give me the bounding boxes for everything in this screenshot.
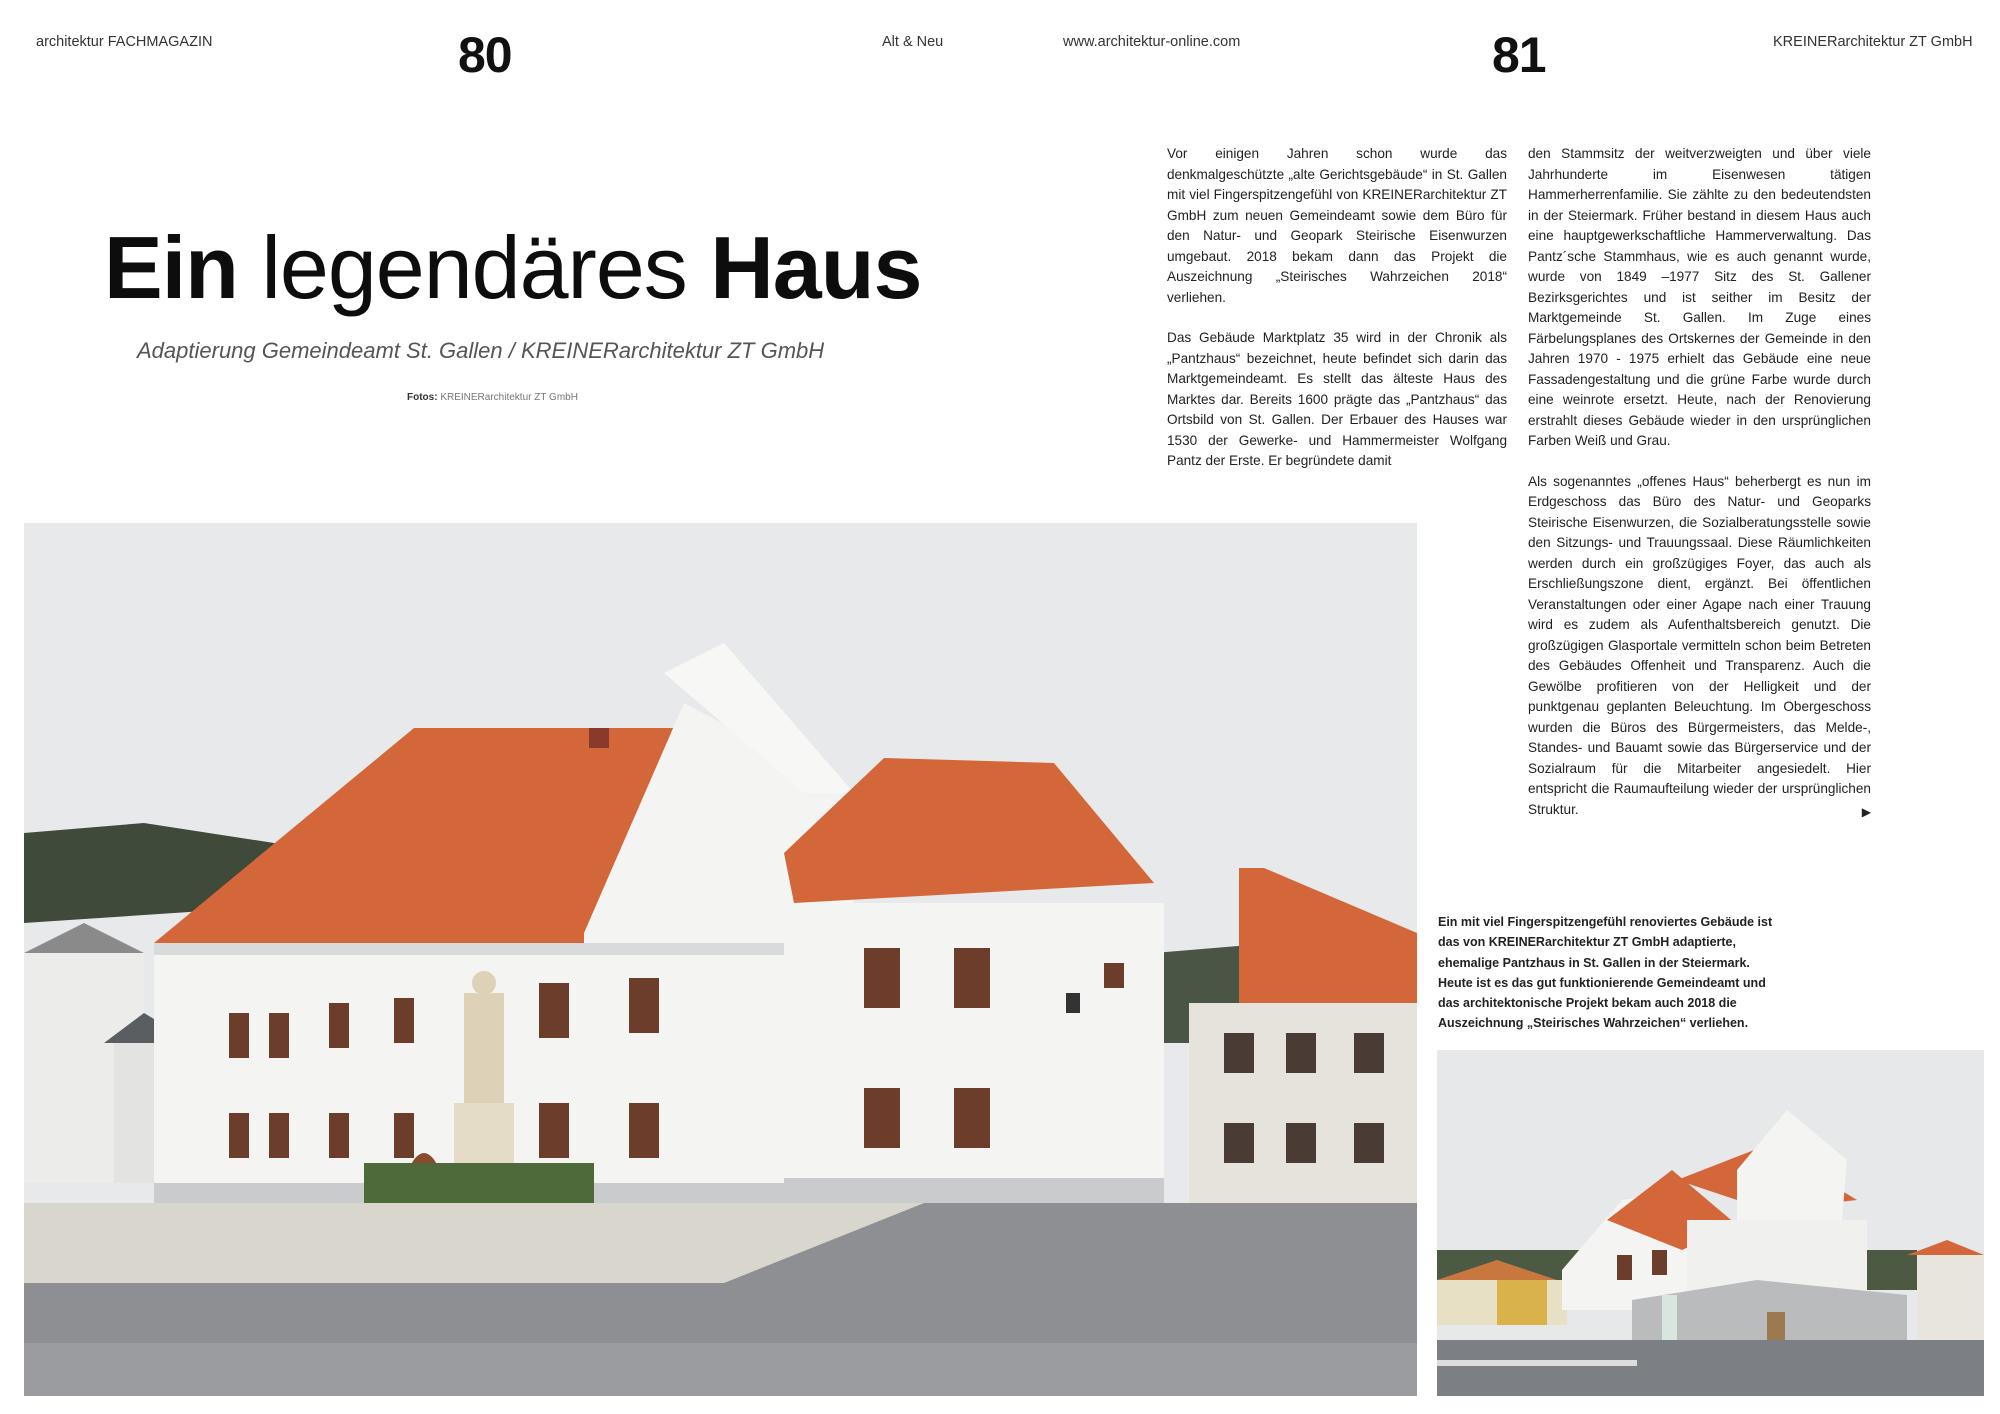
main-building-illustration [24, 523, 1417, 1396]
company-name: KREINERarchitektur ZT GmbH [1773, 34, 1973, 50]
page-number-left: 80 [458, 27, 512, 83]
website-url[interactable]: www.architektur-online.com [1063, 34, 1241, 50]
article-title [104, 218, 921, 318]
main-building-photo [24, 523, 1417, 1396]
page-number-right: 81 [1492, 27, 1546, 83]
secondary-building-photo [1437, 1050, 1984, 1396]
paragraph: Vor einigen Jahren schon wurde das denkmalgeschützte „alte Gerichtsgebäude“ in St. Gallen mit viel Fingerspitzengefühl von KREINERarchitektur ZT GmbH zum neuen Gemeindeamt sowie dem Büro für den Natur- und Geopark Steirische Eisenwurzen umgebaut. 2018 bekam dann das Projekt die Auszeichnung „Steirisches Wahrzeichen 2018“ verliehen. [1167, 146, 1507, 305]
title-word-ein: Ein [104, 218, 238, 317]
paragraph: den Stammsitz der weitverzweigten und über viele Jahrhunderte im Eisenwesen tätigen Hammerherrenfamilie. Sie zählte zu den bedeutendsten in der Steiermark. Früher bestand in diesem Haus auch eine hauptgewerkschaftliche Hammerverwaltung. Das Pantz´sche Stammhaus, wie es auch genannt wurde, wurde von 1849 –1977 Sitz des St. Gallener Bezirksgerichtes und ist seither im Besitz der Marktgemeinde St. Gallen. Im Zuge eines Färbelungsplanes des Ortskernes der Gemeinde in den Jahren 1970 - 1975 erhielt das Gebäude eine neue Fassadengestaltung und die grüne Farbe wurde durch eine weinrote ersetzt. Heute, nach der Renovierung erstrahlt dieses Gebäude wieder in den ursprünglichen Farben Weiß und Grau. [1528, 146, 1871, 448]
title-word-haus: Haus [710, 218, 922, 317]
article-subtitle: Adaptierung Gemeindeamt St. Gallen / KREINERarchitektur ZT GmbH [137, 338, 825, 363]
continue-arrow-icon: ▶ [1861, 804, 1871, 819]
photo-credit-label: Fotos: [407, 392, 438, 403]
secondary-building-illustration [1437, 1050, 1984, 1396]
paragraph-text: Als sogenanntes „offenes Haus“ beherbergt es nun im Erdgeschoss das Büro des Natur- und Geoparks Steirische Eisenwurzen, die Sozialberatungsstelle sowie den Sitzungs- und Trauungssaal. Diese Räumlichkeiten werden durch ein großzügiges Foyer, das auch als Erschließungszone dient, ergänzt. Bei öffentlichen Veranstaltungen oder einer Agape nach einer Trauung wird es zudem als Aufenthaltsbereich genutzt. Die großzügigen Glasportale vermitteln schon beim Betreten des Gebäudes Offenheit und Transparenz. Auch die Gewölbe profitieren von der Helligkeit und der punktgenau geplanten Beleuchtung. Im Obergeschoss wurden die Büros des Bürgermeisters, das Melde-, Standes- und Bauamt sowie das Bürgerservice und der Sozialraum für die Mitarbeiter angesiedelt. Hier entspricht die Raumaufteilung wieder der ursprünglichen Struktur. [1528, 473, 1871, 817]
text-column-1 [1167, 144, 1507, 492]
paragraph: Das Gebäude Marktplatz 35 wird in der Chronik als „Pantzhaus“ bezeichnet, heute befindet sich darin das Marktgemeindeamt. Es stellt das älteste Haus des Marktes dar. Bereits 1600 prägte das „Pantzhaus“ das Ortsbild von St. Gallen. Der Erbauer des Hauses war 1530 der Gewerke- und Hammermeister Wolfgang Pantz der Erste. Er begründete damit [1167, 330, 1507, 468]
section-label: Alt & Neu [882, 34, 944, 50]
photo-caption: Ein mit viel Fingerspitzengefühl renoviertes Gebäude ist das von KREINERarchitektur ZT GmbH adaptierte, ehemalige Pantzhaus in St. Gallen in der Steiermark. Heute ist es das gut funktionierende Gemeindeamt und das architektonische Projekt bekam auch 2018 die Auszeichnung „Steirisches Wahrzeichen“ verliehen. [1438, 915, 1773, 1031]
title-word-legendaeres: legendäres [237, 218, 711, 317]
photo-credit [407, 392, 578, 403]
photo-credit-value: KREINERarchitektur ZT GmbH [437, 392, 578, 403]
paragraph [1528, 472, 1871, 821]
magazine-name: architektur FACHMAGAZIN [36, 34, 213, 50]
text-column-2 [1528, 144, 1871, 840]
